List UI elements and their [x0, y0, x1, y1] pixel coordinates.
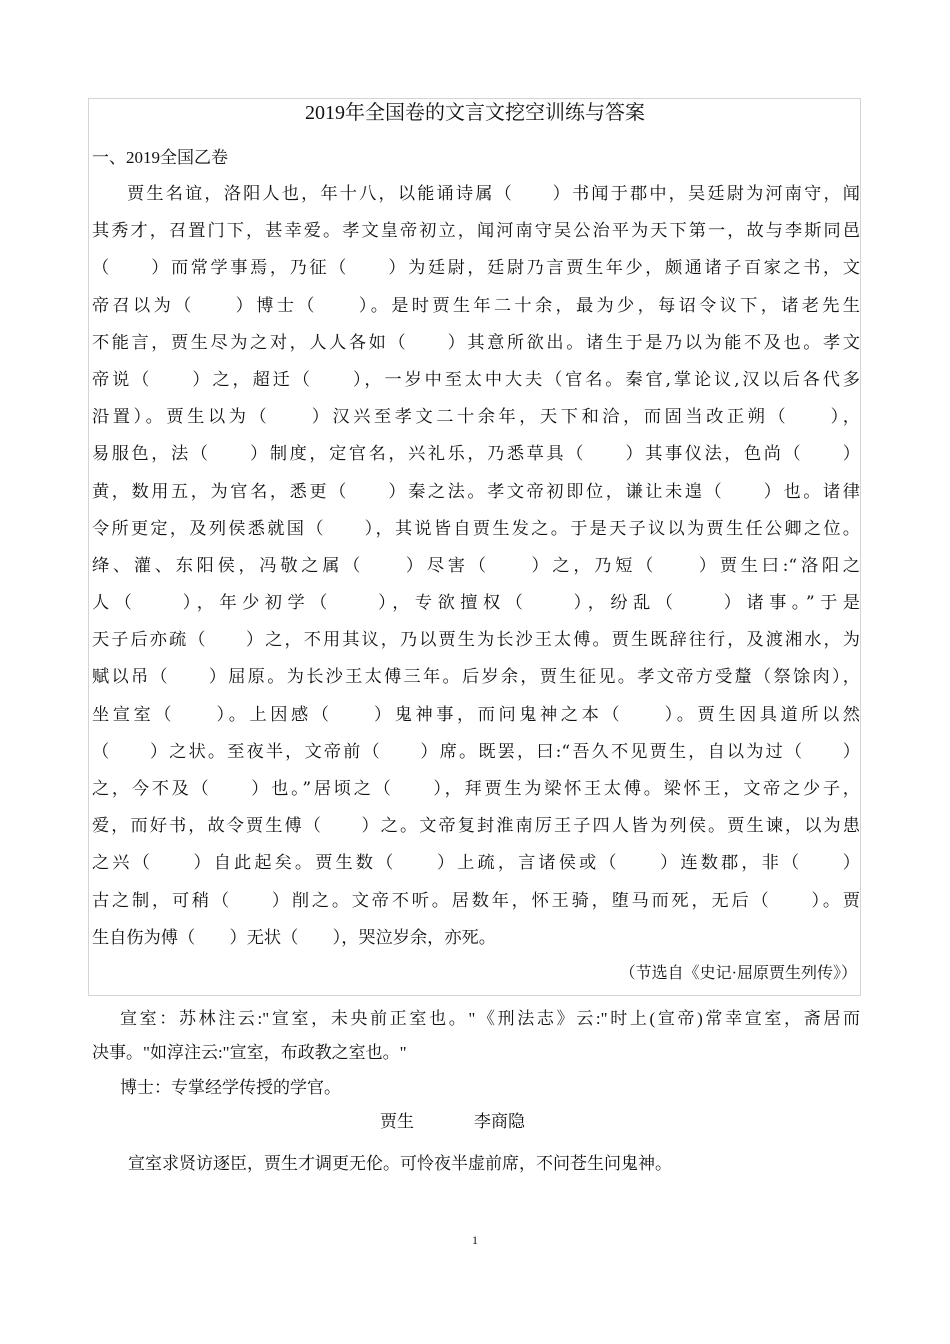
note-line: 决事。"如淳注云:"宣室，布政教之室也。" [92, 1043, 407, 1062]
passage-line: 人（ ），年少初学（ ），专欲擅权（ ），纷乱（ ）诸事。”于是 [92, 593, 860, 614]
passage-line: 帝召以为（ ）博士（ ）。是时贾生年二十余，最为少，每诏令议下，诸老先生 [92, 295, 860, 316]
poem-text: 宣室求贤访逐臣，贾生才调更无伦。可怜夜半虚前席，不问苍生问鬼神。 [128, 1154, 672, 1173]
note-xuanshi [92, 1002, 860, 1070]
passage-line: 生自伤为傅（ ）无状（ ），哭泣岁余，亦死。 [92, 927, 496, 948]
passage-line: 绛、灌、东阳侯，冯敬之属（ ）尽害（ ）之，乃短（ ）贾生曰:“洛阳之 [92, 555, 860, 576]
passage-line: 令所更定，及列侯悉就国（ ），其说皆自贾生发之。于是天子议以为贾生任公卿之位。 [92, 518, 860, 539]
passage-line: 爱，而好书，故令贾生傅（ ）之。文帝复封淮南厉王子四人皆为列侯。贾生谏，以为患 [92, 816, 860, 837]
passage-line: 之，今不及（ ）也。”居顷之（ ），拜贾生为梁怀王太傅。梁怀王，文帝之少子， [92, 779, 860, 799]
passage-line: （ ）而常学事焉，乃征（ ）为廷尉，廷尉乃言贾生年少，颇通诸子百家之书，文 [92, 258, 860, 279]
passage-line: 赋以吊（ ）屈原。为长沙王太傅三年。后岁余，贾生征见。孝文帝方受釐（祭馀肉）， [92, 667, 860, 688]
passage-line: 贾生名谊，洛阳人也，年十八，以能诵诗属（ ）书闻于郡中，吴廷尉为河南守，闻 [127, 184, 860, 204]
note-boshi [92, 1071, 860, 1105]
passage-line: 沿置）。贾生以为（ ）汉兴至孝文二十余年，天下和洽，而固当改正朔（ ）， [92, 407, 860, 428]
passage-line: 易服色，法（ ）制度，定官名，兴礼乐，乃悉草具（ ）其事仪法，色尚（ ） [92, 444, 860, 465]
passage-line: （ ）之状。至夜半，文帝前（ ）席。既罢，曰:“吾久不见贾生，自以为过（ ） [92, 741, 860, 762]
poem-title: 贾生 [380, 1112, 414, 1131]
passage-line: 帝说（ ）之，超迁（ ），一岁中至太中大夫（官名。秦官,掌论议,汉以后各代多 [92, 369, 860, 390]
passage-line: 之兴（ ）自此起矣。贾生数（ ）上疏，言诸侯或（ ）连数郡，非（ ） [92, 853, 860, 874]
section-heading: 一、2019全国乙卷 [92, 148, 228, 167]
source-citation: （节选自《史记·屈原贾生列传》） [619, 965, 857, 982]
passage-line: 古之制，可稍（ ）削之。文帝不听。居数年，怀王骑，堕马而死，无后（ ）。贾 [92, 890, 860, 911]
passage-line: 不能言，贾生尽为之对，人人各如（ ）其意所欲出。诸生于是乃以为能不及也。孝文 [92, 332, 860, 353]
passage-line: 天子后亦疏（ ）之，不用其议，乃以贾生为长沙王太傅。贾生既辞往行，及渡湘水，为 [92, 630, 860, 651]
passage-line: 黄，数用五，为官名，悉更（ ）秦之法。孝文帝初即位，谦让未遑（ ）也。诸律 [92, 481, 860, 502]
page-title: 2019年全国卷的文言文挖空训练与答案 [305, 102, 645, 124]
passage-body [92, 176, 860, 957]
passage-line: 坐宣室（ ）。上因感（ ）鬼神事，而问鬼神之本（ ）。贾生因具道所以然 [92, 704, 860, 725]
poem-author: 李商隐 [474, 1112, 525, 1131]
passage-line: 其秀才，召置门下，甚幸爱。孝文皇帝初立，闻河南守吴公治平为天下第一，故与李斯同邑 [92, 221, 860, 242]
note-line: 宣室：苏林注云:"宣室，未央前正室也。"《刑法志》云:"时上(宣帝)常幸宣室，斋居而 [120, 1009, 860, 1028]
page-number: 1 [472, 1233, 478, 1247]
note-line: 博士：专掌经学传授的学官。 [120, 1078, 341, 1097]
